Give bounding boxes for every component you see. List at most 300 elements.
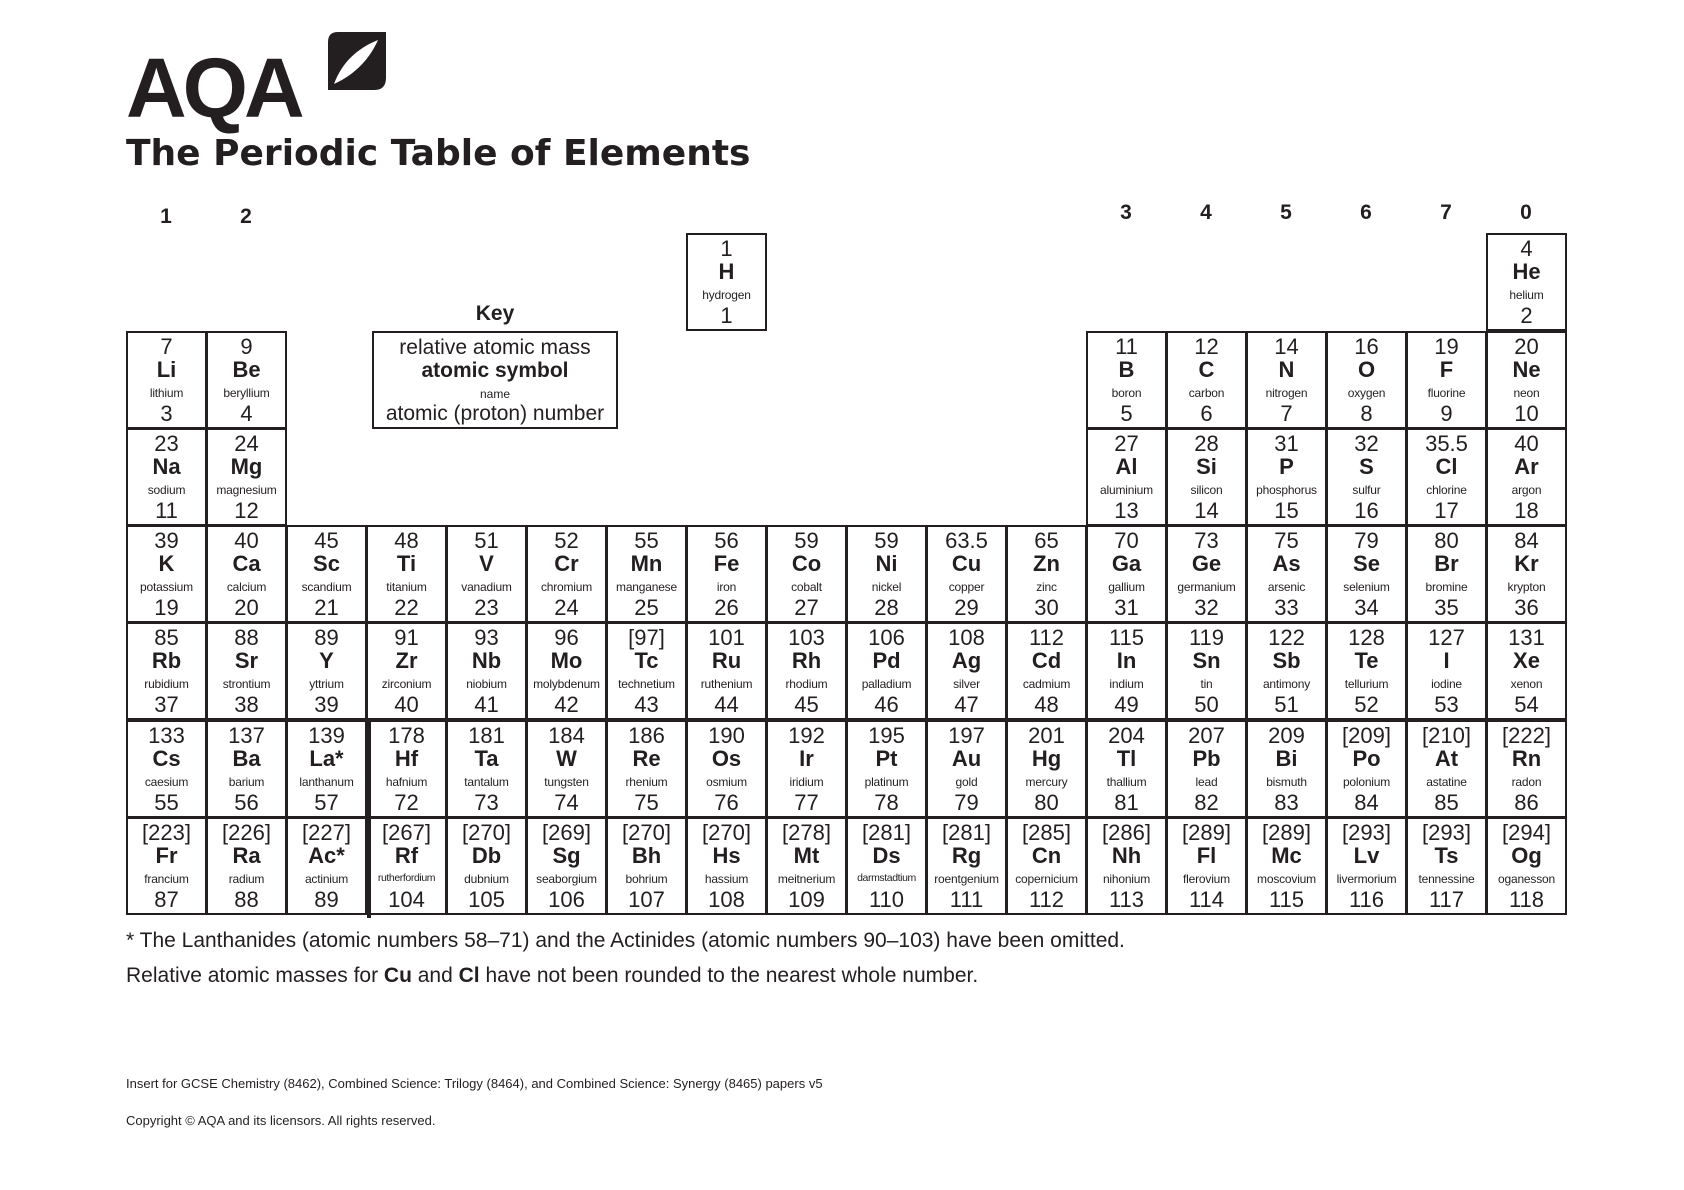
element-name: neon [1513,386,1540,400]
element-number: 39 [314,692,339,717]
element-cell-lanthanum [286,720,367,818]
element-symbol: Fe [713,551,740,576]
element-cell-strontium [206,622,287,720]
element-mass: [293] [1342,820,1391,845]
element-symbol: Kr [1514,551,1539,576]
element-name: thallium [1106,775,1147,789]
element-cell-vanadium [446,525,527,623]
element-cell-oxygen [1326,331,1407,429]
element-cell-hydrogen [686,233,767,331]
element-name: germanium [1177,580,1236,594]
element-name: silicon [1190,483,1223,497]
element-symbol: Os [711,746,742,771]
element-cell-carbon [1166,331,1247,429]
element-number: 108 [708,887,745,912]
element-number: 75 [634,790,659,815]
element-name: carbon [1188,386,1225,400]
element-symbol: Sc [313,551,340,576]
element-number: 8 [1360,401,1373,426]
element-symbol: I [1443,648,1450,673]
element-cell-iodine [1406,622,1487,720]
element-symbol: Mc [1271,843,1302,868]
element-symbol: Po [1352,746,1381,771]
element-name: zirconium [381,677,432,691]
element-name: magnesium [216,483,277,497]
footnote-omitted: * The Lanthanides (atomic numbers 58–71) and the Actinides (atomic numbers 90–103) have been omitted. [126,929,1125,952]
element-mass: 35.5 [1425,431,1468,456]
element-mass: [227] [302,820,351,845]
element-name: flerovium [1183,872,1230,886]
element-number: 115 [1268,887,1305,912]
element-symbol: He [1512,259,1541,284]
element-number: 22 [394,595,419,620]
element-number: 77 [794,790,819,815]
element-cell-helium [1486,233,1567,331]
element-number: 112 [1028,887,1065,912]
element-cell-sulfur [1326,428,1407,526]
element-symbol: Pd [872,648,901,673]
element-name: iridium [789,775,824,789]
element-name: tin [1200,677,1213,691]
element-number: 44 [714,692,739,717]
element-symbol: Xe [1513,648,1540,673]
footnote-cl: Cl [458,964,480,987]
element-mass: [222] [1502,723,1551,748]
element-name: technetium [618,677,675,691]
element-number: 17 [1434,498,1459,523]
element-mass: 91 [394,625,419,650]
element-symbol: Ga [1111,551,1142,576]
element-symbol: Cn [1031,843,1062,868]
key-name-label: name [479,387,511,401]
element-name: copper [948,580,985,594]
element-mass: 127 [1428,625,1465,650]
element-symbol: O [1357,357,1376,382]
element-number: 84 [1354,790,1379,815]
element-mass: 75 [1274,528,1299,553]
element-cell-silver [926,622,1007,720]
element-symbol: Pb [1192,746,1221,771]
element-cell-nihonium [1086,817,1167,915]
element-number: 2 [1520,303,1533,328]
element-cell-nickel [846,525,927,623]
page-title: The Periodic Table of Elements [126,133,751,174]
element-symbol: As [1272,551,1301,576]
element-symbol: Al [1115,454,1138,479]
element-name: mercury [1025,775,1068,789]
element-number: 50 [1194,692,1219,717]
element-cell-neon [1486,331,1567,429]
element-number: 30 [1034,595,1059,620]
element-mass: 184 [548,723,585,748]
element-number: 113 [1108,887,1145,912]
element-number: 16 [1354,498,1379,523]
element-symbol: V [479,551,494,576]
element-mass: 51 [474,528,499,553]
element-name: nihonium [1102,872,1151,886]
element-cell-actinium [286,817,367,915]
element-symbol: Ne [1512,357,1541,382]
element-number: 35 [1434,595,1459,620]
key-mass-label: relative atomic mass [399,336,591,359]
element-number: 7 [1280,401,1293,426]
element-mass: 122 [1268,625,1305,650]
element-cell-potassium [126,525,207,623]
element-cell-roentgenium [926,817,1007,915]
element-mass: [270] [622,820,671,845]
element-name: gold [955,775,978,789]
element-mass: 40 [1514,431,1539,456]
element-number: 11 [155,498,178,523]
element-name: darmstadtium [857,872,916,884]
element-cell-indium [1086,622,1167,720]
element-symbol: Cr [554,551,579,576]
element-symbol: Cu [951,551,982,576]
element-name: indium [1109,677,1144,691]
element-number: 26 [714,595,739,620]
element-number: 14 [1194,498,1219,523]
element-mass: 19 [1434,334,1459,359]
element-cell-nitrogen [1246,331,1327,429]
element-cell-osmium [686,720,767,818]
element-cell-francium [126,817,207,915]
element-mass: 59 [794,528,819,553]
element-mass: 28 [1194,431,1219,456]
element-number: 83 [1274,790,1299,815]
lanthanide-divider [367,722,371,918]
group-label-1: 1 [160,205,172,228]
element-cell-lithium [126,331,207,429]
element-number: 36 [1514,595,1539,620]
element-mass: 55 [634,528,659,553]
element-cell-lead [1166,720,1247,818]
element-number: 13 [1114,498,1139,523]
element-number: 49 [1114,692,1139,717]
element-cell-yttrium [286,622,367,720]
element-mass: 23 [154,431,179,456]
element-number: 81 [1114,790,1139,815]
element-number: 110 [868,887,905,912]
element-symbol: At [1434,746,1459,771]
element-number: 3 [160,401,173,426]
element-mass: 56 [714,528,739,553]
element-name: bismuth [1266,775,1307,789]
element-cell-calcium [206,525,287,623]
element-symbol: S [1359,454,1374,479]
element-number: 53 [1434,692,1459,717]
element-name: zinc [1036,580,1057,594]
element-name: oxygen [1347,386,1386,400]
element-mass: 65 [1034,528,1059,553]
element-cell-bohrium [606,817,687,915]
element-symbol: Fl [1196,843,1217,868]
element-mass: [278] [782,820,831,845]
element-number: 40 [394,692,419,717]
footnote-and: and [411,964,459,987]
element-name: arsenic [1267,580,1306,594]
element-symbol: Re [632,746,661,771]
element-mass: 128 [1348,625,1385,650]
element-number: 20 [234,595,259,620]
element-number: 27 [794,595,819,620]
element-cell-tellurium [1326,622,1407,720]
element-number: 104 [388,887,425,912]
element-cell-polonium [1326,720,1407,818]
element-symbol: Sg [552,843,581,868]
element-name: rutherfordium [377,872,436,884]
element-symbol: Be [232,357,261,382]
element-cell-iron [686,525,767,623]
element-mass: 181 [468,723,505,748]
element-mass: 190 [708,723,745,748]
element-symbol: F [1439,357,1454,382]
element-number: 43 [634,692,659,717]
element-cell-krypton [1486,525,1567,623]
element-name: astatine [1426,775,1467,789]
element-symbol: Nh [1111,843,1142,868]
element-cell-radium [206,817,287,915]
element-mass: [210] [1422,723,1471,748]
element-number: 45 [794,692,819,717]
element-symbol: Li [156,357,177,382]
element-cell-barium [206,720,287,818]
element-symbol: La* [309,746,344,771]
element-cell-manganese [606,525,687,623]
element-symbol: K [158,551,175,576]
footnote-rounding [126,965,978,986]
element-symbol: Tc [634,648,659,673]
element-symbol: Fr [155,843,178,868]
element-name: bohrium [625,872,668,886]
element-cell-cobalt [766,525,847,623]
element-name: phosphorus [1256,483,1317,497]
element-mass: [289] [1182,820,1231,845]
group-label-6: 6 [1360,201,1372,224]
element-mass: 73 [1194,528,1219,553]
element-symbol: Cl [1435,454,1458,479]
element-name: rhodium [785,677,828,691]
element-mass: 14 [1274,334,1299,359]
element-mass: [97] [628,625,665,650]
element-symbol: Ni [875,551,898,576]
element-name: radon [1511,775,1542,789]
element-cell-dubnium [446,817,527,915]
element-symbol: Mt [793,843,820,868]
element-name: scandium [301,580,352,594]
element-mass: 106 [868,625,905,650]
element-symbol: Ds [872,843,901,868]
element-mass: 115 [1108,625,1145,650]
element-mass: 195 [868,723,905,748]
element-name: roentgenium [934,872,999,886]
element-cell-arsenic [1246,525,1327,623]
element-number: 73 [474,790,499,815]
element-mass: [269] [542,820,591,845]
element-cell-rutherfordium [366,817,447,915]
element-name: francium [144,872,189,886]
element-mass: [289] [1262,820,1311,845]
element-mass: [270] [462,820,511,845]
element-symbol: Pt [875,746,898,771]
element-symbol: Ts [1434,843,1459,868]
element-cell-radon [1486,720,1567,818]
element-number: 33 [1274,595,1299,620]
element-number: 86 [1514,790,1539,815]
element-name: chromium [540,580,593,594]
element-cell-phosphorus [1246,428,1327,526]
group-label-3: 3 [1120,201,1132,224]
element-mass: 12 [1194,334,1219,359]
element-symbol: In [1116,648,1137,673]
element-cell-caesium [126,720,207,818]
element-name: manganese [616,580,677,594]
element-cell-hafnium [366,720,447,818]
element-mass: 201 [1028,723,1065,748]
element-cell-flerovium [1166,817,1247,915]
element-symbol: Rg [951,843,982,868]
element-symbol: Hs [712,843,741,868]
element-symbol: Nb [471,648,502,673]
element-name: tungsten [544,775,589,789]
element-name: osmium [706,775,747,789]
element-name: antimony [1262,677,1311,691]
element-mass: 204 [1108,723,1145,748]
element-number: 56 [234,790,259,815]
element-cell-copernicium [1006,817,1087,915]
element-number: 38 [234,692,259,717]
element-cell-seaborgium [526,817,607,915]
element-mass: 11 [1115,334,1138,359]
element-mass: [223] [142,820,191,845]
element-symbol: Rf [394,843,419,868]
element-mass: 88 [234,625,259,650]
element-number: 10 [1514,401,1539,426]
element-symbol: Ac* [308,843,345,868]
element-name: titanium [386,580,427,594]
element-symbol: Lv [1353,843,1380,868]
element-symbol: Sn [1192,648,1221,673]
element-cell-bromine [1406,525,1487,623]
element-number: 80 [1034,790,1059,815]
element-number: 52 [1354,692,1379,717]
element-mass: 63.5 [945,528,988,553]
element-symbol: Ti [396,551,417,576]
element-symbol: Te [1354,648,1379,673]
element-cell-cadmium [1006,622,1087,720]
element-mass: 103 [788,625,825,650]
element-cell-meitnerium [766,817,847,915]
element-cell-oganesson [1486,817,1567,915]
element-name: potassium [140,580,193,594]
element-mass: 84 [1514,528,1539,553]
element-mass: 1 [720,236,733,261]
footnote-cu: Cu [383,964,412,987]
element-name: tantalum [464,775,509,789]
element-name: fluorine [1427,386,1466,400]
element-symbol: Si [1196,454,1217,479]
element-mass: [281] [862,820,911,845]
element-mass: [294] [1502,820,1551,845]
element-name: hassium [704,872,749,886]
element-mass: 96 [554,625,579,650]
element-number: 6 [1200,401,1213,426]
element-mass: [270] [702,820,751,845]
element-mass: [281] [942,820,991,845]
element-cell-magnesium [206,428,287,526]
element-name: hydrogen [702,288,751,302]
element-symbol: Ru [711,648,742,673]
element-cell-titanium [366,525,447,623]
element-symbol: Ag [951,648,982,673]
element-number: 37 [154,692,179,717]
element-cell-gallium [1086,525,1167,623]
element-name: hafnium [385,775,428,789]
element-number: 114 [1188,887,1225,912]
element-mass: 101 [708,625,745,650]
element-name: aluminium [1100,483,1153,497]
element-number: 51 [1274,692,1299,717]
element-number: 82 [1194,790,1219,815]
element-symbol: Co [791,551,822,576]
element-symbol: Na [152,454,181,479]
element-name: calcium [226,580,267,594]
element-name: polonium [1342,775,1391,789]
element-symbol: H [718,259,735,284]
element-mass: 24 [234,431,259,456]
element-name: ruthenium [700,677,753,691]
element-symbol: Ra [232,843,261,868]
element-symbol: Ge [1191,551,1222,576]
element-name: molybdenum [533,677,600,691]
element-cell-tantalum [446,720,527,818]
element-number: 23 [474,595,499,620]
element-cell-moscovium [1246,817,1327,915]
element-symbol: Og [1511,843,1542,868]
element-name: oganesson [1498,872,1555,886]
aqa-logo-text: AQA [126,41,301,135]
element-number: 74 [554,790,579,815]
insert-note: Insert for GCSE Chemistry (8462), Combined Science: Trilogy (8464), and Combined Science: Synergy (8465) papers v5 [126,1076,823,1091]
element-cell-copper [926,525,1007,623]
element-mass: 108 [948,625,985,650]
element-mass: 45 [314,528,339,553]
element-mass: 178 [388,723,425,748]
element-symbol: P [1279,454,1294,479]
element-cell-boron [1086,331,1167,429]
element-number: 21 [314,595,339,620]
element-number: 109 [788,887,825,912]
group-label-5: 5 [1280,201,1292,224]
element-mass: 89 [314,625,339,650]
element-name: sodium [147,483,186,497]
element-symbol: Mg [230,454,263,479]
element-name: iodine [1431,677,1462,691]
element-symbol: Sr [234,648,259,673]
element-cell-gold [926,720,1007,818]
element-cell-thallium [1086,720,1167,818]
element-number: 78 [874,790,899,815]
element-name: chlorine [1426,483,1467,497]
element-cell-antimony [1246,622,1327,720]
element-number: 46 [874,692,899,717]
element-symbol: Rn [1511,746,1542,771]
element-name: seaborgium [536,872,597,886]
element-number: 29 [954,595,979,620]
element-mass: 197 [948,723,985,748]
element-number: 47 [954,692,979,717]
element-cell-rubidium [126,622,207,720]
element-number: 24 [554,595,579,620]
